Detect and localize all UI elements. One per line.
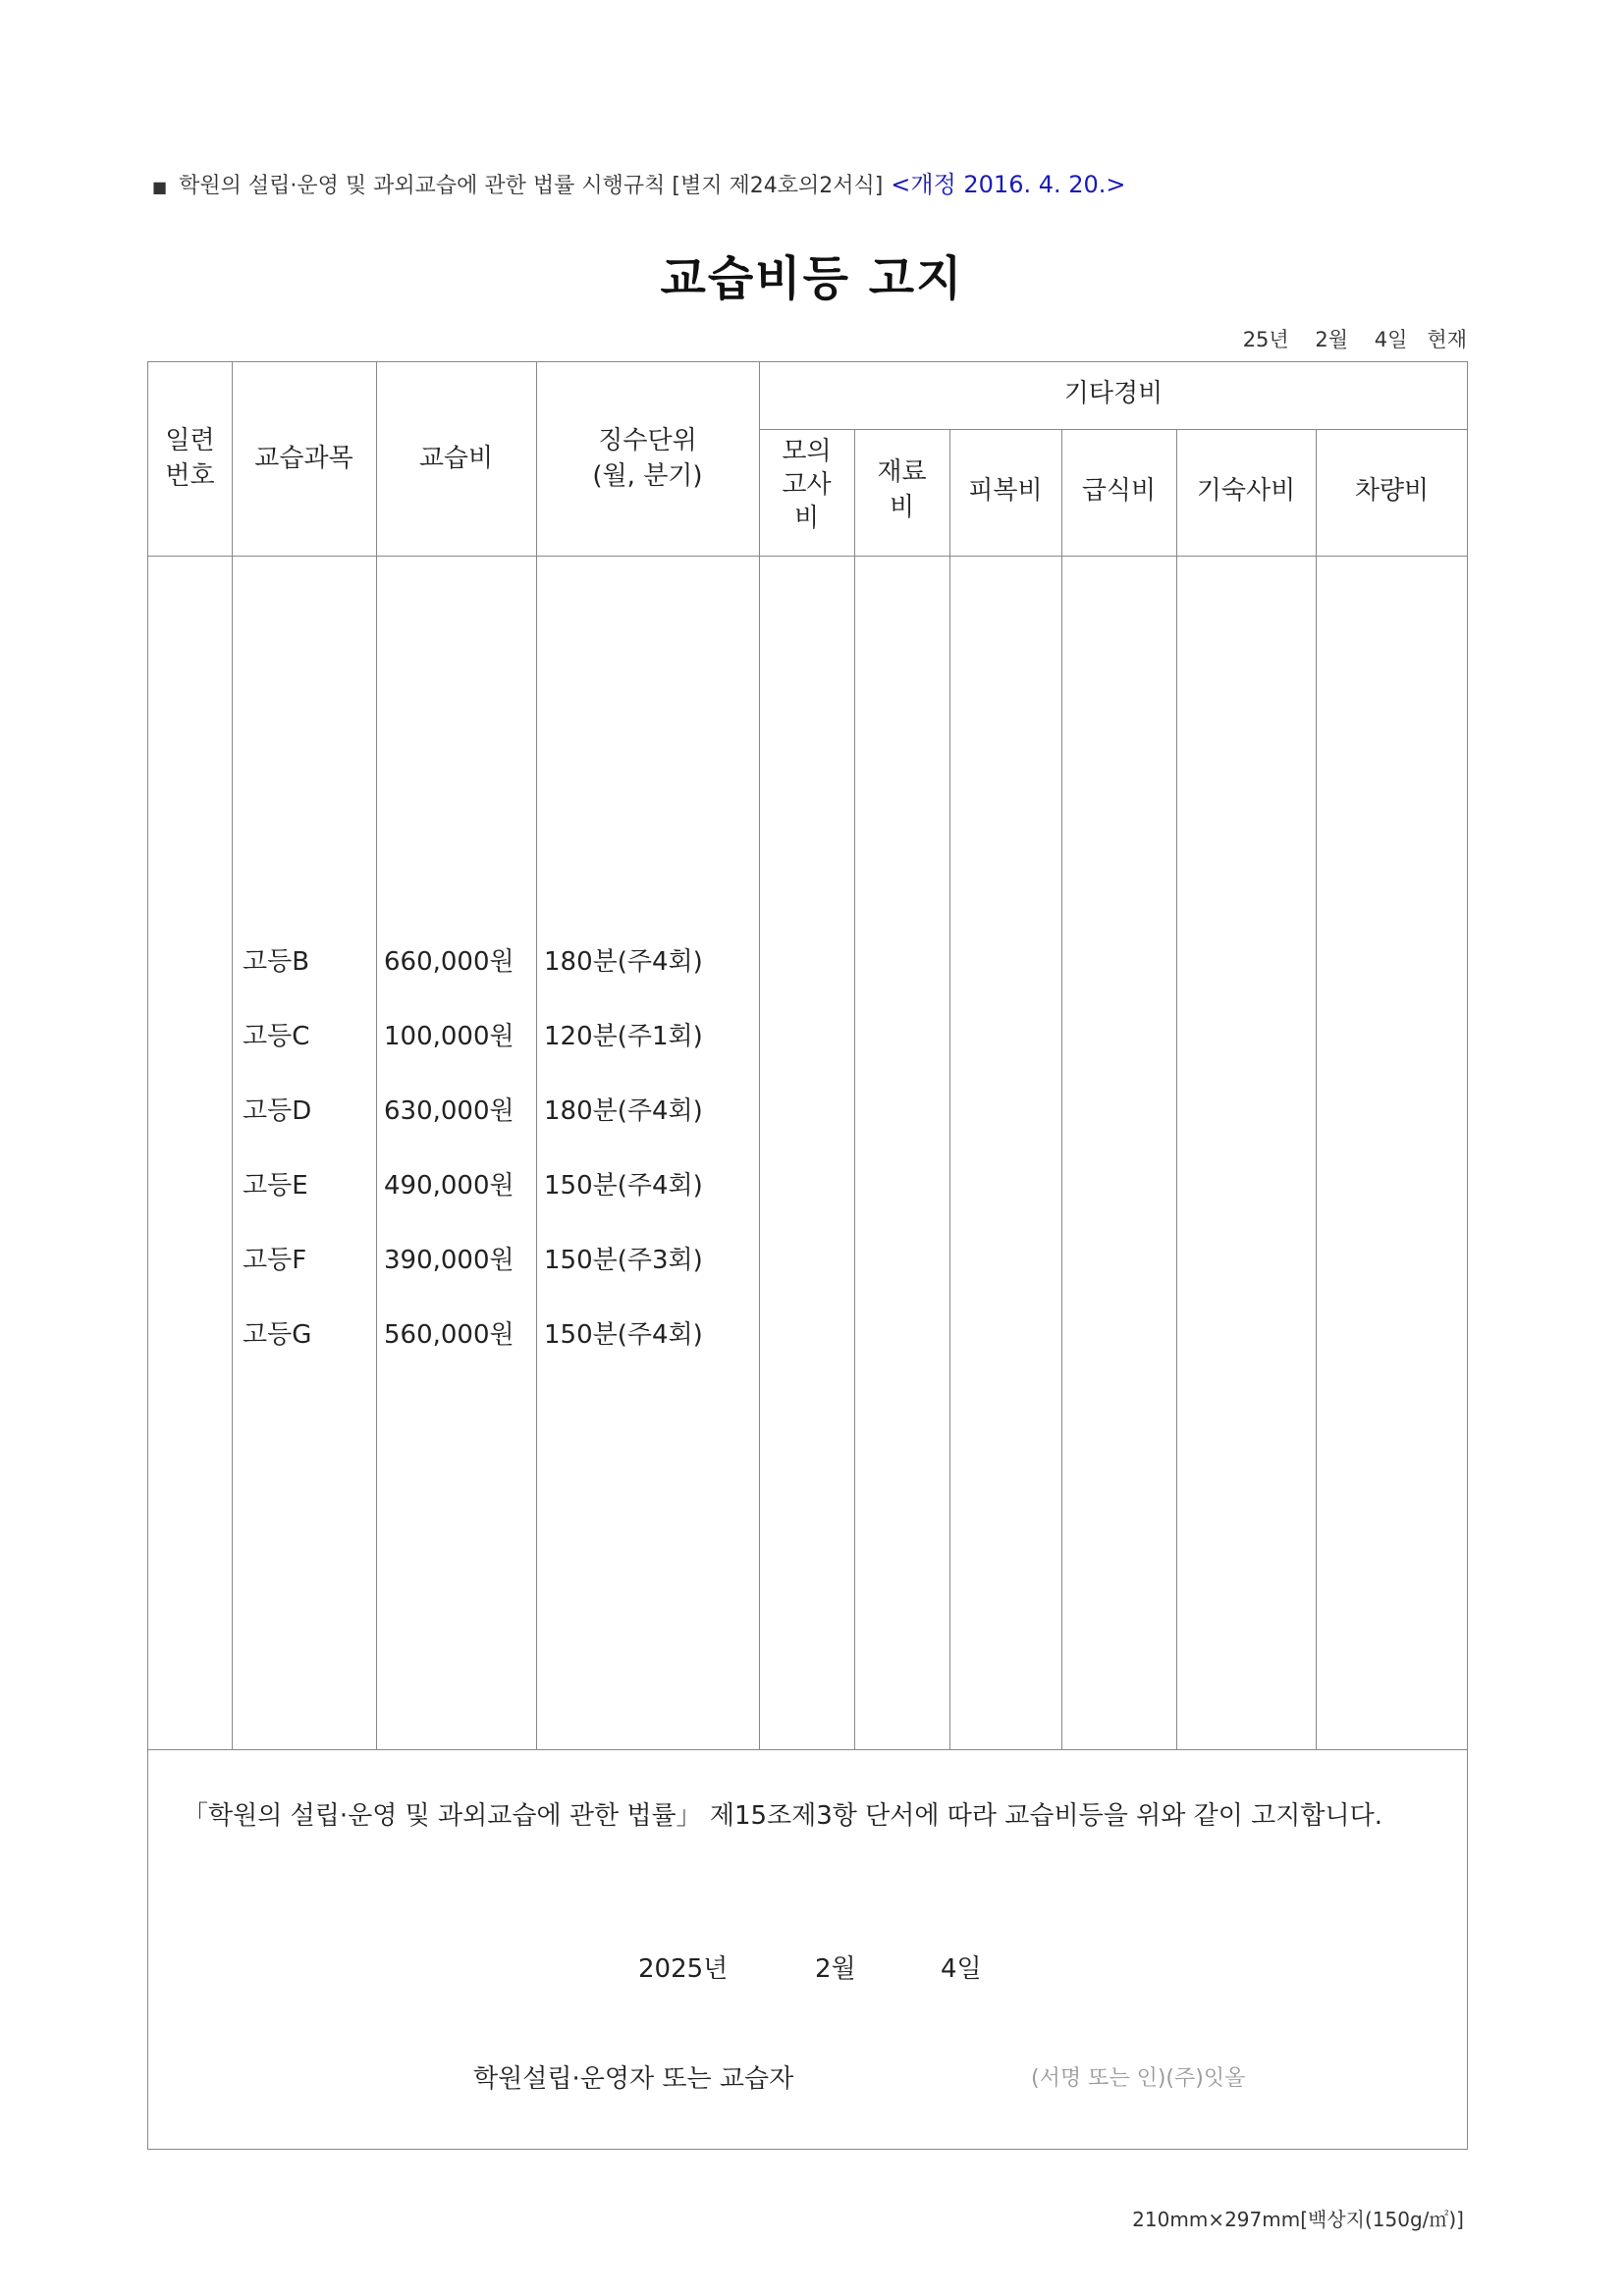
column-divider: [1316, 429, 1317, 1749]
row-4-unit: 150분(주4회): [544, 1171, 703, 1201]
form-reference-text: 학원의 설립·운영 및 과외교습에 관한 법률 시행규칙 [별지 제24호의2서식]: [179, 174, 884, 198]
row-2-subject: 고등C: [243, 1022, 310, 1051]
row-1-unit: 180분(주4회): [544, 947, 703, 977]
header-vehicle-fee: 차량비: [1354, 476, 1430, 506]
column-divider: [536, 362, 537, 1749]
row-3-fee: 630,000원: [384, 1096, 514, 1126]
legal-statement: [157, 1796, 1463, 1836]
row-4-fee: 490,000원: [384, 1171, 514, 1201]
table-bottom-rule: [148, 1749, 1468, 1750]
revision-date: <개정 2016. 4. 20.>: [891, 171, 1126, 198]
header-mock-line-3: 비: [793, 504, 820, 533]
header-serial-number: [148, 423, 232, 494]
header-mock-exam-fee: [759, 435, 854, 535]
header-collection-unit: [536, 423, 759, 494]
signature-field: (서명 또는 인)(주)잇올: [1031, 2066, 1246, 2091]
row-6-fee: 560,000원: [384, 1320, 514, 1350]
header-meal-fee: 급식비: [1081, 476, 1157, 506]
header-other-expenses: 기타경비: [1063, 379, 1164, 408]
header-mock-line-1: 모의: [782, 437, 832, 466]
column-divider: [1061, 429, 1062, 1749]
header-materials-line-1: 재료: [877, 457, 927, 487]
header-group-divider: [759, 429, 1468, 430]
header-dormitory-fee: 기숙사비: [1196, 476, 1296, 506]
row-4-subject: 고등E: [243, 1171, 308, 1201]
document-title: 교습비등 고지: [660, 251, 964, 306]
header-bottom-rule: [148, 556, 1468, 557]
notice-month: 2월: [815, 1954, 856, 1984]
bullet-marker: ■: [152, 178, 168, 196]
row-5-fee: 390,000원: [384, 1246, 514, 1275]
header-unit-line-2: (월, 분기): [592, 461, 703, 491]
column-divider: [949, 429, 950, 1749]
column-divider: [376, 362, 377, 1749]
row-3-subject: 고등D: [243, 1096, 312, 1126]
column-divider: [1176, 429, 1177, 1749]
as-of-date: 25년 2월 4일 현재: [1242, 328, 1467, 351]
row-1-subject: 고등B: [243, 947, 310, 977]
header-unit-line-1: 징수단위: [598, 426, 697, 455]
header-serial-line-1: 일련: [165, 426, 215, 455]
header-clothing-fee: 피복비: [968, 476, 1043, 506]
header-serial-line-2: 번호: [165, 461, 215, 491]
paper-spec: 210mm×297mm[백상지(150g/㎡)]: [1132, 2208, 1464, 2231]
signer-role: 학원설립·운영자 또는 교습자: [473, 2064, 794, 2094]
notice-year: 2025년: [638, 1954, 729, 1984]
column-divider: [759, 362, 760, 1749]
row-2-fee: 100,000원: [384, 1022, 514, 1051]
row-5-subject: 고등F: [243, 1246, 307, 1275]
row-3-unit: 180분(주4회): [544, 1096, 703, 1126]
fee-notice-form: [147, 361, 1468, 2150]
notice-day: 4일: [941, 1954, 982, 1984]
form-reference-note: [152, 165, 1126, 199]
header-subject: 교습과목: [254, 444, 353, 473]
header-tuition-fee: 교습비: [418, 444, 494, 473]
column-divider: [232, 362, 233, 1749]
header-mock-line-2: 고사: [782, 470, 832, 500]
header-materials-line-2: 비: [889, 493, 915, 522]
header-materials-fee: [854, 454, 949, 525]
row-2-unit: 120분(주1회): [544, 1022, 703, 1051]
row-5-unit: 150분(주3회): [544, 1246, 703, 1275]
row-6-subject: 고등G: [243, 1320, 312, 1350]
row-1-fee: 660,000원: [384, 947, 514, 977]
legal-statement-text: 「학원의 설립·운영 및 과외교습에 관한 법률」 제15조제3항 단서에 따라 교습비등을 위와 같이 고지합니다.: [183, 1801, 1382, 1831]
column-divider: [854, 429, 855, 1749]
row-6-unit: 150분(주4회): [544, 1320, 703, 1350]
